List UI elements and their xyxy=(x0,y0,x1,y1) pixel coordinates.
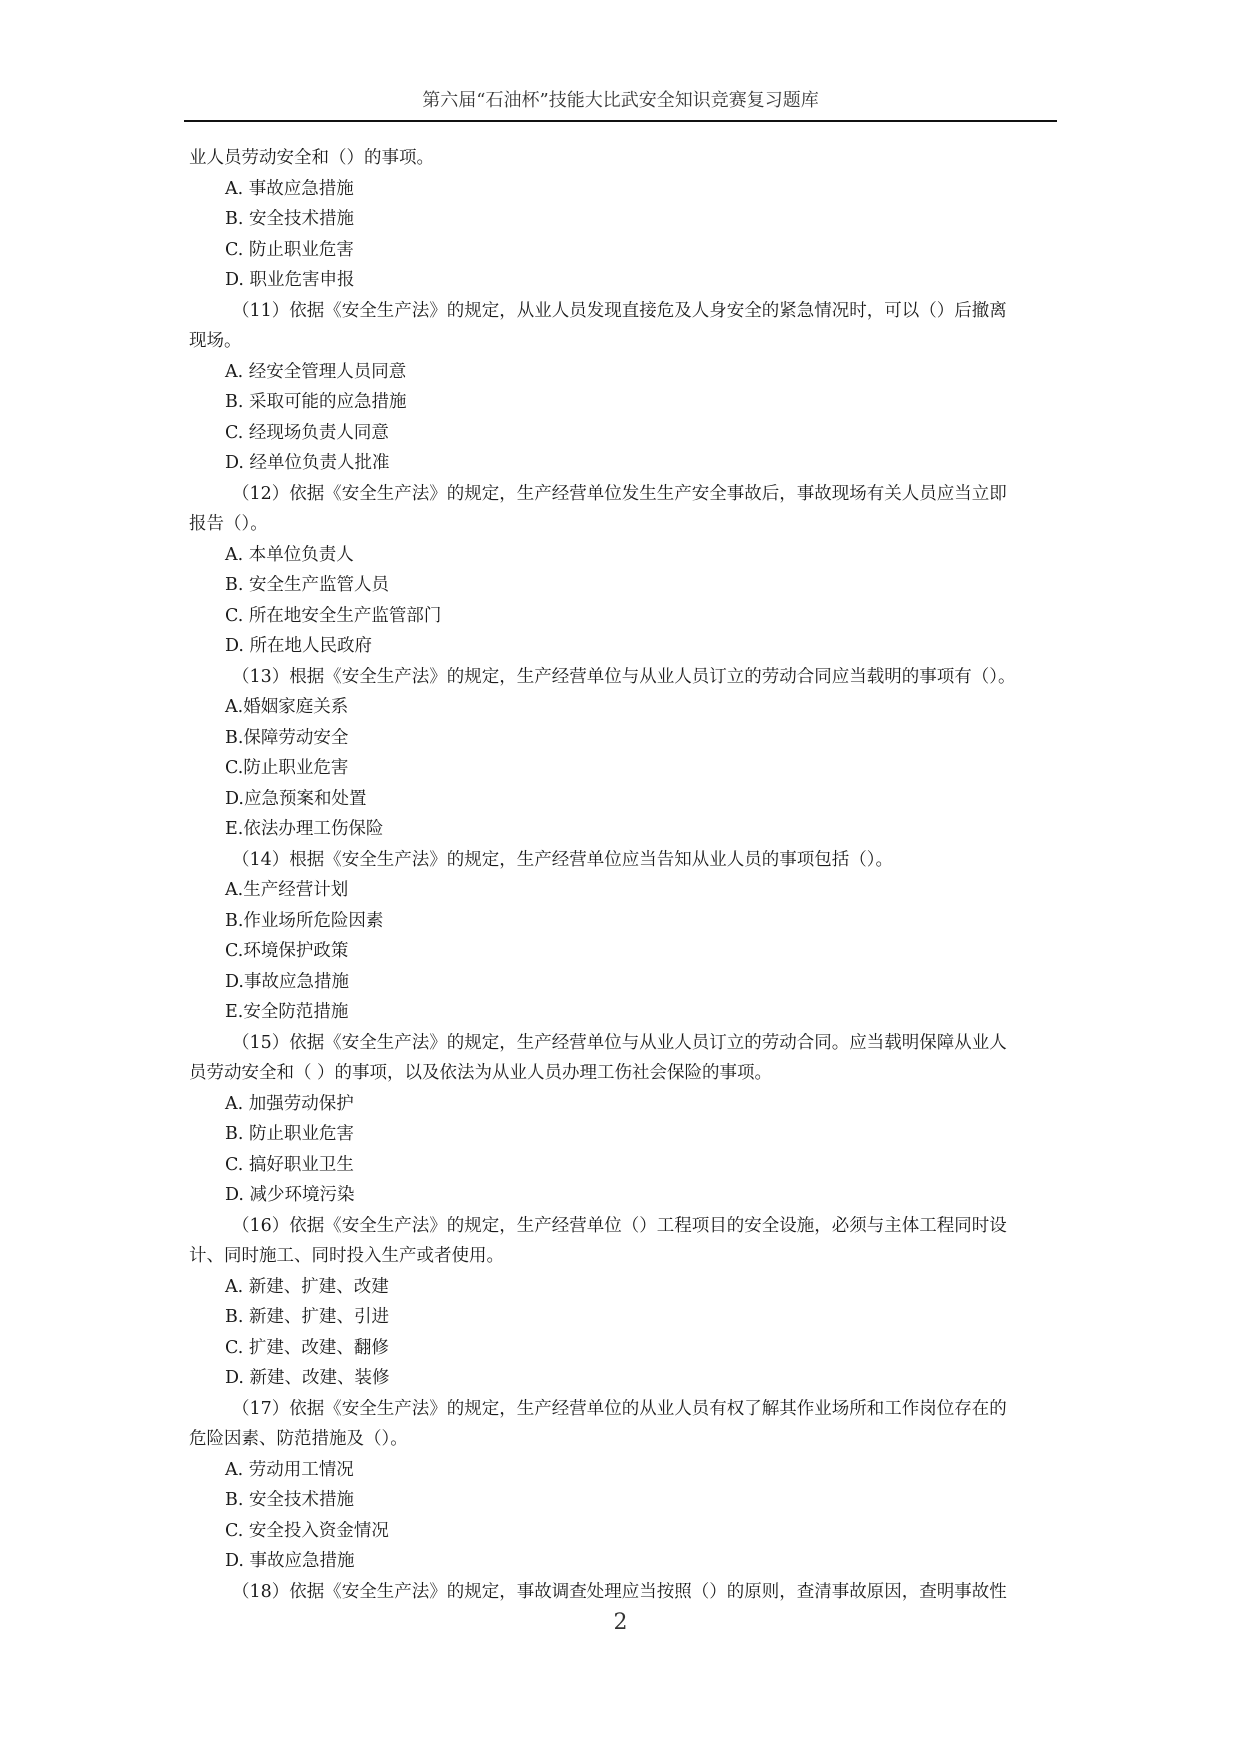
choice-line: B. 采取可能的应急措施 xyxy=(225,392,407,412)
choice-line: B. 安全技术措施 xyxy=(225,209,354,229)
text-line: 计、同时施工、同时投入生产或者使用。 xyxy=(189,1246,504,1266)
text-line: 现场。 xyxy=(189,331,242,351)
page-header: 第六届“石油杯”技能大比武安全知识竞赛复习题库 xyxy=(422,90,819,111)
choice-line: B. 防止职业危害 xyxy=(225,1124,354,1144)
choice-line: C. 扩建、改建、翻修 xyxy=(225,1337,389,1358)
choice-line: B. 安全技术措施 xyxy=(225,1490,354,1510)
choice-line: C. 搞好职业卫生 xyxy=(225,1154,354,1175)
choice-line: D. 所在地人民政府 xyxy=(225,636,373,656)
choice-line: D. 经单位负责人批准 xyxy=(225,453,390,473)
choice-line: A. 劳动用工情况 xyxy=(225,1459,354,1480)
choice-line: A. 加强劳动保护 xyxy=(225,1093,354,1114)
question-line: （18）依据《安全生产法》的规定，事故调查处理应当按照（）的原则，查清事故原因，查明事故性 xyxy=(232,1581,1007,1602)
choice-line: C.环境保护政策 xyxy=(225,941,349,961)
choice-line: C. 防止职业危害 xyxy=(225,239,354,260)
choice-line: D.应急预案和处置 xyxy=(225,788,367,809)
question-line: （11）依据《安全生产法》的规定，从业人员发现直接危及人身安全的紧急情况时，可以（）后撤离 xyxy=(232,300,1007,321)
question-line: （12）依据《安全生产法》的规定，生产经营单位发生生产安全事故后，事故现场有关人员应当立即 xyxy=(232,483,1007,504)
text-line: 危险因素、防范措施及（）。 xyxy=(189,1429,408,1449)
choice-line: B. 安全生产监管人员 xyxy=(225,575,389,595)
choice-line: C. 经现场负责人同意 xyxy=(225,422,389,443)
choice-line: E.依法办理工伤保险 xyxy=(225,819,384,839)
choice-line: A.生产经营计划 xyxy=(225,880,349,900)
choice-line: A. 事故应急措施 xyxy=(225,178,354,199)
choice-line: C. 安全投入资金情况 xyxy=(225,1520,389,1541)
question-line: （15）依据《安全生产法》的规定，生产经营单位与从业人员订立的劳动合同。应当载明保障从业人 xyxy=(232,1032,1007,1053)
text-line: 员劳动安全和（ ）的事项，以及依法为从业人员办理工伤社会保险的事项。 xyxy=(189,1063,773,1083)
header-rule xyxy=(184,120,1057,122)
choice-line: A. 新建、扩建、改建 xyxy=(225,1276,389,1297)
choice-line: D.事故应急措施 xyxy=(225,971,349,992)
question-line: （13）根据《安全生产法》的规定，生产经营单位与从业人员订立的劳动合同应当载明的事项有（）。 xyxy=(232,666,1016,687)
question-line: （14）根据《安全生产法》的规定，生产经营单位应当告知从业人员的事项包括（）。 xyxy=(232,849,894,870)
choice-line: D. 减少环境污染 xyxy=(225,1185,355,1205)
page-number: 2 xyxy=(613,1610,628,1635)
choice-line: C. 所在地安全生产监管部门 xyxy=(225,605,442,626)
choice-line: B.作业场所危险因素 xyxy=(225,910,384,931)
question-line: （16）依据《安全生产法》的规定，生产经营单位（）工程项目的安全设施，必须与主体工程同时设 xyxy=(232,1215,1007,1236)
text-line: 业人员劳动安全和（）的事项。 xyxy=(189,148,434,168)
document-body xyxy=(189,143,1059,1607)
choice-line: B.保障劳动安全 xyxy=(225,727,349,748)
choice-line: C.防止职业危害 xyxy=(225,758,349,778)
question-line: （17）依据《安全生产法》的规定，生产经营单位的从业人员有权了解其作业场所和工作岗位存在的 xyxy=(232,1398,1007,1419)
choice-line: A.婚姻家庭关系 xyxy=(225,697,349,717)
choice-line: D. 职业危害申报 xyxy=(225,270,355,290)
text-line: 报告（）。 xyxy=(189,514,268,534)
choice-line: A. 本单位负责人 xyxy=(225,544,354,565)
choice-line: E.安全防范措施 xyxy=(225,1002,349,1022)
choice-line: D. 事故应急措施 xyxy=(225,1551,355,1571)
choice-line: A. 经安全管理人员同意 xyxy=(225,361,407,382)
choice-line: D. 新建、改建、装修 xyxy=(225,1368,390,1388)
choice-line: B. 新建、扩建、引进 xyxy=(225,1307,389,1327)
